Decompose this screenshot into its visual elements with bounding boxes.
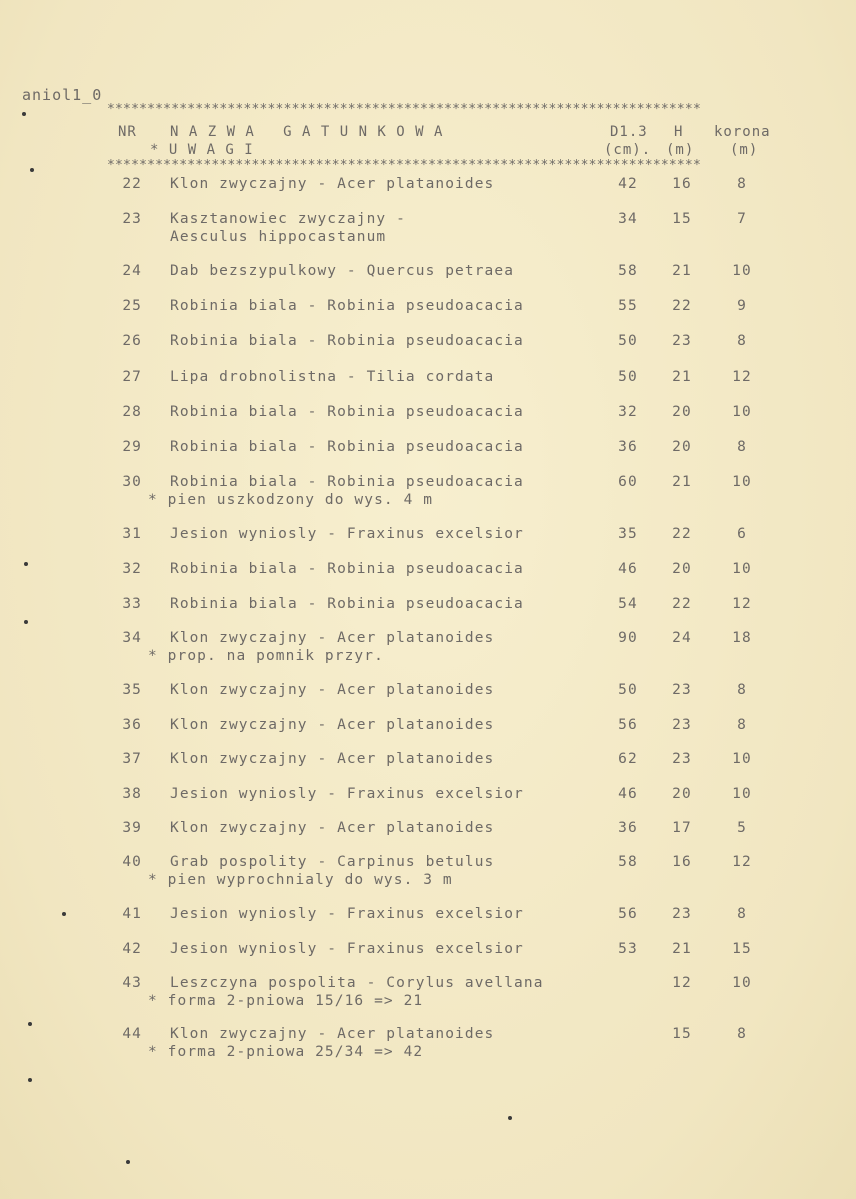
- dbh-value: 42: [618, 176, 638, 192]
- dbh-value: 62: [618, 751, 638, 767]
- header-height: H: [674, 124, 684, 140]
- speck: [24, 562, 28, 566]
- speck: [22, 112, 26, 116]
- species-name: Lipa drobnolistna - Tilia cordata: [170, 369, 495, 385]
- species-name: Jesion wyniosly - Fraxinus excelsior: [170, 526, 524, 542]
- separator-header: **************************************************************************: [107, 158, 701, 173]
- dbh-value: 55: [618, 298, 638, 314]
- table-row: [0, 176, 856, 216]
- height-value: 17: [672, 820, 692, 836]
- dbh-value: 36: [618, 439, 638, 455]
- crown-value: 10: [732, 751, 752, 767]
- crown-value: 12: [732, 369, 752, 385]
- height-value: 23: [672, 682, 692, 698]
- tree-nr: 26: [122, 333, 142, 349]
- height-value: 20: [672, 561, 692, 577]
- table-row: [0, 333, 856, 373]
- crown-value: 10: [732, 474, 752, 490]
- tree-nr: 32: [122, 561, 142, 577]
- tree-nr: 23: [122, 211, 142, 227]
- header-korona-unit: (m): [730, 142, 759, 158]
- table-row: [0, 682, 856, 722]
- table-row: [0, 1026, 856, 1066]
- height-value: 16: [672, 854, 692, 870]
- crown-value: 12: [732, 854, 752, 870]
- table-row: [0, 630, 856, 670]
- tree-nr: 33: [122, 596, 142, 612]
- crown-value: 8: [737, 333, 747, 349]
- table-row: [0, 474, 856, 514]
- tree-nr: 31: [122, 526, 142, 542]
- species-name: Klon zwyczajny - Acer platanoides: [170, 717, 495, 733]
- species-name: Robinia biala - Robinia pseudoacacia: [170, 474, 524, 490]
- species-name: Kasztanowiec zwyczajny -: [170, 211, 406, 227]
- crown-value: 12: [732, 596, 752, 612]
- height-value: 24: [672, 630, 692, 646]
- species-name: Robinia biala - Robinia pseudoacacia: [170, 404, 524, 420]
- species-name: Klon zwyczajny - Acer platanoides: [170, 630, 495, 646]
- crown-value: 8: [737, 717, 747, 733]
- species-name: Jesion wyniosly - Fraxinus excelsior: [170, 786, 524, 802]
- dbh-value: 35: [618, 526, 638, 542]
- dbh-value: 56: [618, 717, 638, 733]
- separator-top: **************************************************************************: [107, 102, 701, 117]
- species-name: Jesion wyniosly - Fraxinus excelsior: [170, 906, 524, 922]
- tree-nr: 24: [122, 263, 142, 279]
- tree-nr: 37: [122, 751, 142, 767]
- height-value: 16: [672, 176, 692, 192]
- crown-value: 18: [732, 630, 752, 646]
- height-value: 15: [672, 211, 692, 227]
- tree-note: * forma 2-pniowa 15/16 => 21: [148, 993, 424, 1009]
- tree-note: * pien wyprochnialy do wys. 3 m: [148, 872, 453, 888]
- dbh-value: 50: [618, 682, 638, 698]
- crown-value: 8: [737, 682, 747, 698]
- crown-value: 6: [737, 526, 747, 542]
- tree-nr: 43: [122, 975, 142, 991]
- dbh-value: 34: [618, 211, 638, 227]
- species-name: Jesion wyniosly - Fraxinus excelsior: [170, 941, 524, 957]
- header-name: N A Z W A G A T U N K O W A: [170, 124, 444, 140]
- tree-nr: 39: [122, 820, 142, 836]
- height-value: 21: [672, 369, 692, 385]
- dbh-value: 54: [618, 596, 638, 612]
- speck: [28, 1022, 32, 1026]
- dbh-value: 58: [618, 854, 638, 870]
- crown-value: 8: [737, 176, 747, 192]
- height-value: 23: [672, 906, 692, 922]
- crown-value: 10: [732, 975, 752, 991]
- height-value: 21: [672, 474, 692, 490]
- tree-nr: 36: [122, 717, 142, 733]
- header-dbh-unit: (cm).: [604, 142, 652, 158]
- crown-value: 8: [737, 906, 747, 922]
- species-name: Klon zwyczajny - Acer platanoides: [170, 682, 495, 698]
- tree-nr: 40: [122, 854, 142, 870]
- tree-nr: 27: [122, 369, 142, 385]
- crown-value: 9: [737, 298, 747, 314]
- species-name: Robinia biala - Robinia pseudoacacia: [170, 298, 524, 314]
- crown-value: 8: [737, 439, 747, 455]
- height-value: 21: [672, 263, 692, 279]
- tree-nr: 28: [122, 404, 142, 420]
- table-row: [0, 526, 856, 566]
- crown-value: 10: [732, 404, 752, 420]
- tree-nr: 35: [122, 682, 142, 698]
- dbh-value: 56: [618, 906, 638, 922]
- table-row: [0, 369, 856, 409]
- tree-nr: 38: [122, 786, 142, 802]
- species-name: Klon zwyczajny - Acer platanoides: [170, 751, 495, 767]
- tree-note: * forma 2-pniowa 25/34 => 42: [148, 1044, 424, 1060]
- tree-nr: 42: [122, 941, 142, 957]
- speck: [508, 1116, 512, 1120]
- species-name: Robinia biala - Robinia pseudoacacia: [170, 439, 524, 455]
- height-value: 15: [672, 1026, 692, 1042]
- species-name: Klon zwyczajny - Acer platanoides: [170, 1026, 495, 1042]
- tree-nr: 34: [122, 630, 142, 646]
- crown-value: 10: [732, 263, 752, 279]
- height-value: 20: [672, 439, 692, 455]
- crown-value: 10: [732, 786, 752, 802]
- species-name: Robinia biala - Robinia pseudoacacia: [170, 596, 524, 612]
- crown-value: 15: [732, 941, 752, 957]
- height-value: 23: [672, 751, 692, 767]
- header-korona: korona: [714, 124, 771, 140]
- height-value: 23: [672, 717, 692, 733]
- height-value: 12: [672, 975, 692, 991]
- height-value: 20: [672, 404, 692, 420]
- species-name: Leszczyna pospolita - Corylus avellana: [170, 975, 544, 991]
- dbh-value: 58: [618, 263, 638, 279]
- tree-nr: 30: [122, 474, 142, 490]
- dbh-value: 36: [618, 820, 638, 836]
- dbh-value: 32: [618, 404, 638, 420]
- header-nr: NR: [118, 124, 137, 140]
- file-label: aniol1_0: [22, 86, 103, 104]
- height-value: 20: [672, 786, 692, 802]
- species-name: Robinia biala - Robinia pseudoacacia: [170, 333, 524, 349]
- tree-nr: 44: [122, 1026, 142, 1042]
- height-value: 22: [672, 298, 692, 314]
- header-dbh: D1.3: [610, 124, 648, 140]
- dbh-value: 53: [618, 941, 638, 957]
- table-row: [0, 906, 856, 946]
- crown-value: 8: [737, 1026, 747, 1042]
- dbh-value: 46: [618, 786, 638, 802]
- dbh-value: 90: [618, 630, 638, 646]
- dbh-value: 50: [618, 369, 638, 385]
- table-row: [0, 561, 856, 601]
- table-row: [0, 751, 856, 791]
- tree-note: * pien uszkodzony do wys. 4 m: [148, 492, 434, 508]
- crown-value: 5: [737, 820, 747, 836]
- dbh-value: 60: [618, 474, 638, 490]
- species-name: Klon zwyczajny - Acer platanoides: [170, 820, 495, 836]
- species-name: Klon zwyczajny - Acer platanoides: [170, 176, 495, 192]
- header-height-unit: (m): [666, 142, 695, 158]
- height-value: 22: [672, 526, 692, 542]
- speck: [62, 912, 66, 916]
- species-name: Dab bezszypulkowy - Quercus petraea: [170, 263, 515, 279]
- tree-nr: 41: [122, 906, 142, 922]
- dbh-value: 50: [618, 333, 638, 349]
- table-row: [0, 298, 856, 338]
- species-name-cont: Aesculus hippocastanum: [170, 229, 387, 245]
- dbh-value: 46: [618, 561, 638, 577]
- speck: [24, 620, 28, 624]
- species-name: Robinia biala - Robinia pseudoacacia: [170, 561, 524, 577]
- table-row: [0, 211, 856, 251]
- height-value: 22: [672, 596, 692, 612]
- table-row: [0, 263, 856, 303]
- table-row: [0, 439, 856, 479]
- tree-note: * prop. na pomnik przyr.: [148, 648, 384, 664]
- species-name: Grab pospolity - Carpinus betulus: [170, 854, 495, 870]
- table-row: [0, 404, 856, 444]
- tree-nr: 22: [122, 176, 142, 192]
- table-row: [0, 975, 856, 1015]
- crown-value: 10: [732, 561, 752, 577]
- speck: [30, 168, 34, 172]
- speck: [28, 1078, 32, 1082]
- speck: [126, 1160, 130, 1164]
- tree-nr: 29: [122, 439, 142, 455]
- table-row: [0, 854, 856, 894]
- tree-nr: 25: [122, 298, 142, 314]
- crown-value: 7: [737, 211, 747, 227]
- height-value: 21: [672, 941, 692, 957]
- header-uwagi: * U W A G I: [150, 142, 254, 158]
- height-value: 23: [672, 333, 692, 349]
